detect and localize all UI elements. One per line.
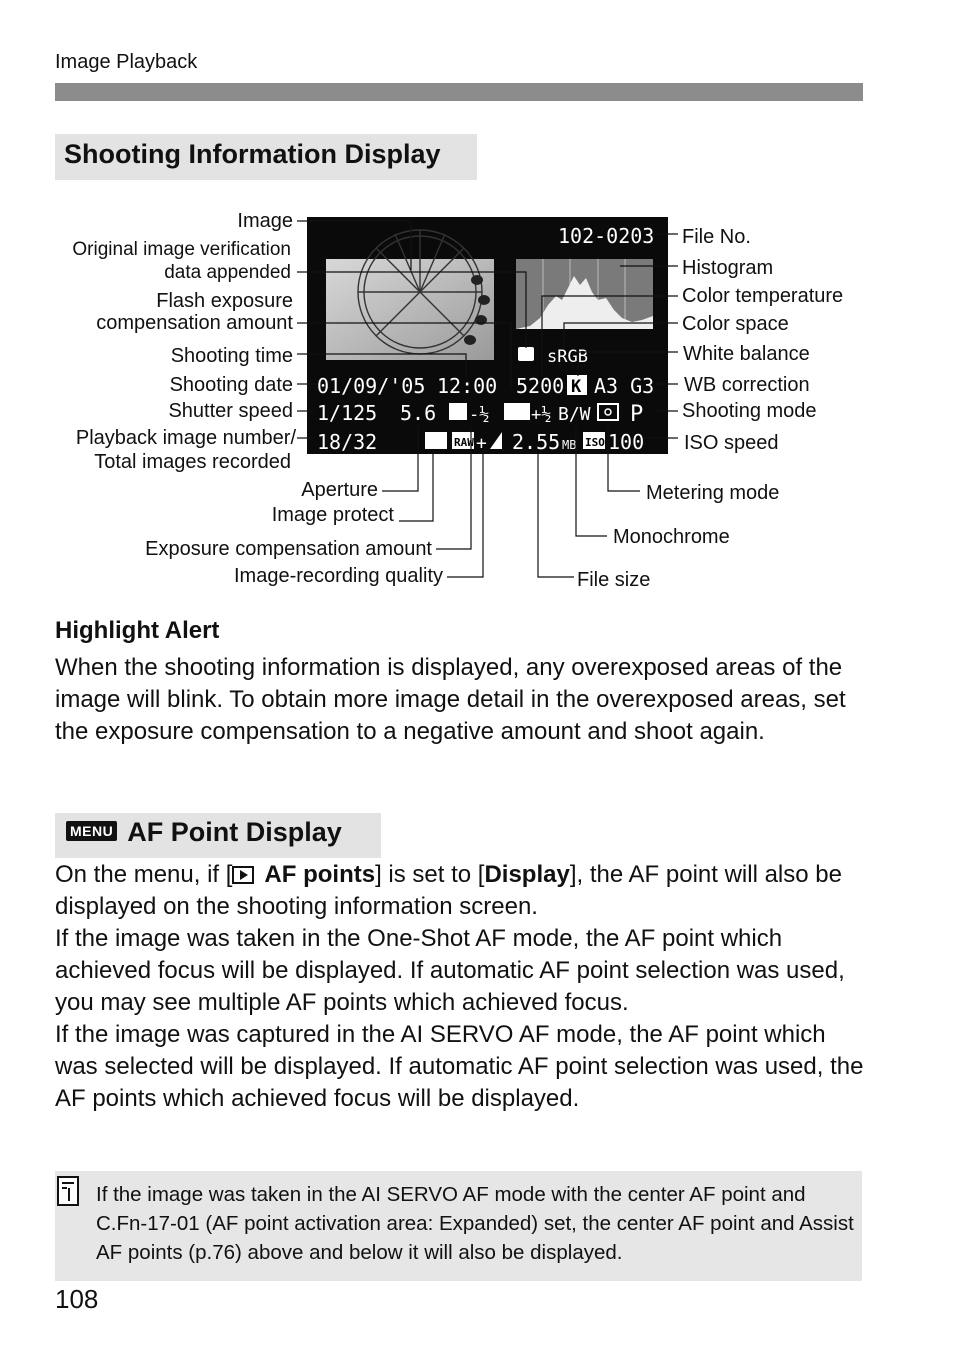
highlight-alert-title: Highlight Alert (55, 617, 220, 644)
af-paragraph-1: On the menu, if [ AF points] is set to [Display], the AF point will also be displayed on the shooting information screen. (55, 861, 842, 920)
callout-iso-speed: ISO speed (684, 432, 779, 454)
exp-comp-icon (449, 403, 467, 420)
callout-shooting-date: Shooting date (169, 374, 293, 396)
callout-shutter-speed: Shutter speed (168, 400, 293, 422)
callout-image: Image (237, 210, 293, 232)
af-points-term: AF points (264, 861, 376, 888)
section-title: Shooting Information Display (64, 139, 441, 169)
callout-file-no: File No. (682, 226, 751, 248)
aperture-readout: 5.6 (400, 401, 437, 425)
svg-text:K: K (571, 377, 582, 397)
callout-quality: Image-recording quality (234, 565, 443, 587)
flash-comp-readout: +½ (531, 405, 552, 425)
callout-monochrome: Monochrome (613, 526, 730, 548)
callout-shooting-time: Shooting time (170, 345, 293, 367)
callout-histogram: Histogram (682, 257, 774, 279)
file-size-readout: 2.55 (512, 430, 561, 454)
menu-icon: MENU (66, 821, 117, 841)
callout-color-space: Color space (682, 313, 789, 335)
playback-icon (232, 866, 254, 884)
callout-aperture: Aperture (301, 479, 378, 501)
date-readout: 01/09/'05 (317, 374, 426, 398)
highlight-alert-text: When the shooting information is displayed, any overexposed areas of the image will blink. To obtain more image detail in the overexposed areas, set the exposure compensation to a negative amount and shoot again. (55, 654, 846, 745)
svg-text:MB: MB (562, 438, 577, 452)
svg-text:RAW: RAW (454, 436, 474, 449)
exp-comp-readout: -½ (469, 405, 490, 425)
wb-correction-readout: A3 G3 (594, 374, 655, 398)
iso-readout: 100 (608, 430, 645, 454)
flash-comp-icon (504, 403, 530, 420)
callout-verification-2: data appended (164, 262, 291, 283)
display-term: Display (484, 861, 570, 888)
callout-image-protect: Image protect (271, 504, 394, 526)
mode-readout: P (630, 402, 644, 427)
running-header: Image Playback (55, 51, 198, 73)
callout-wb-correction: WB correction (684, 374, 810, 396)
callout-color-temperature: Color temperature (682, 285, 844, 307)
svg-text:+: + (476, 433, 487, 454)
time-readout: 12:00 (437, 374, 498, 398)
protect-key-icon (425, 432, 447, 449)
color-temp-readout: 5200 (516, 374, 565, 398)
image-count-readout: 18/32 (317, 430, 378, 454)
file-number-readout: 102-0203 (558, 224, 655, 248)
af-section-title-text: AF Point Display (127, 817, 342, 847)
af-section-title (66, 817, 342, 848)
callout-flash-1: Flash exposure (156, 290, 293, 312)
shutter-readout: 1/125 (317, 401, 378, 425)
callout-file-size: File size (577, 569, 651, 591)
callout-playback-1: Playback image number/ (75, 427, 296, 449)
callout-exposure-comp: Exposure compensation amount (145, 538, 432, 560)
svg-text:ISO: ISO (585, 436, 605, 449)
callout-playback-2: Total images recorded (94, 451, 291, 473)
note-icon (57, 1176, 79, 1206)
page-number: 108 (55, 1284, 99, 1314)
callout-verification-1: Original image verification (72, 239, 291, 260)
callout-shooting-mode: Shooting mode (682, 400, 817, 422)
callout-flash-2: compensation amount (96, 312, 293, 334)
af-paragraph-2: If the image was taken in the One-Shot AF mode, the AF point which achieved focus will be displayed. If automatic AF point selection was used, you may see multiple AF points which achieved focus. (55, 925, 845, 1016)
note-text: If the image was taken in the AI SERVO AF mode with the center AF point and C.Fn-17-01 (AF point activation area: Expanded) set, the center AF point and Assist AF points (p.76) above and below it will also be displayed. (96, 1183, 854, 1264)
monochrome-readout: B/W (558, 404, 591, 425)
callout-metering: Metering mode (646, 482, 780, 504)
protect-icon (518, 347, 534, 361)
af-paragraph-3: If the image was captured in the AI SERVO AF mode, the AF point which was selected will be displayed. If automatic AF point selection was used, the AF points which achieved focus will be displayed. (55, 1021, 864, 1112)
callout-white-balance: White balance (683, 343, 810, 365)
color-space-readout: sRGB (547, 347, 588, 367)
